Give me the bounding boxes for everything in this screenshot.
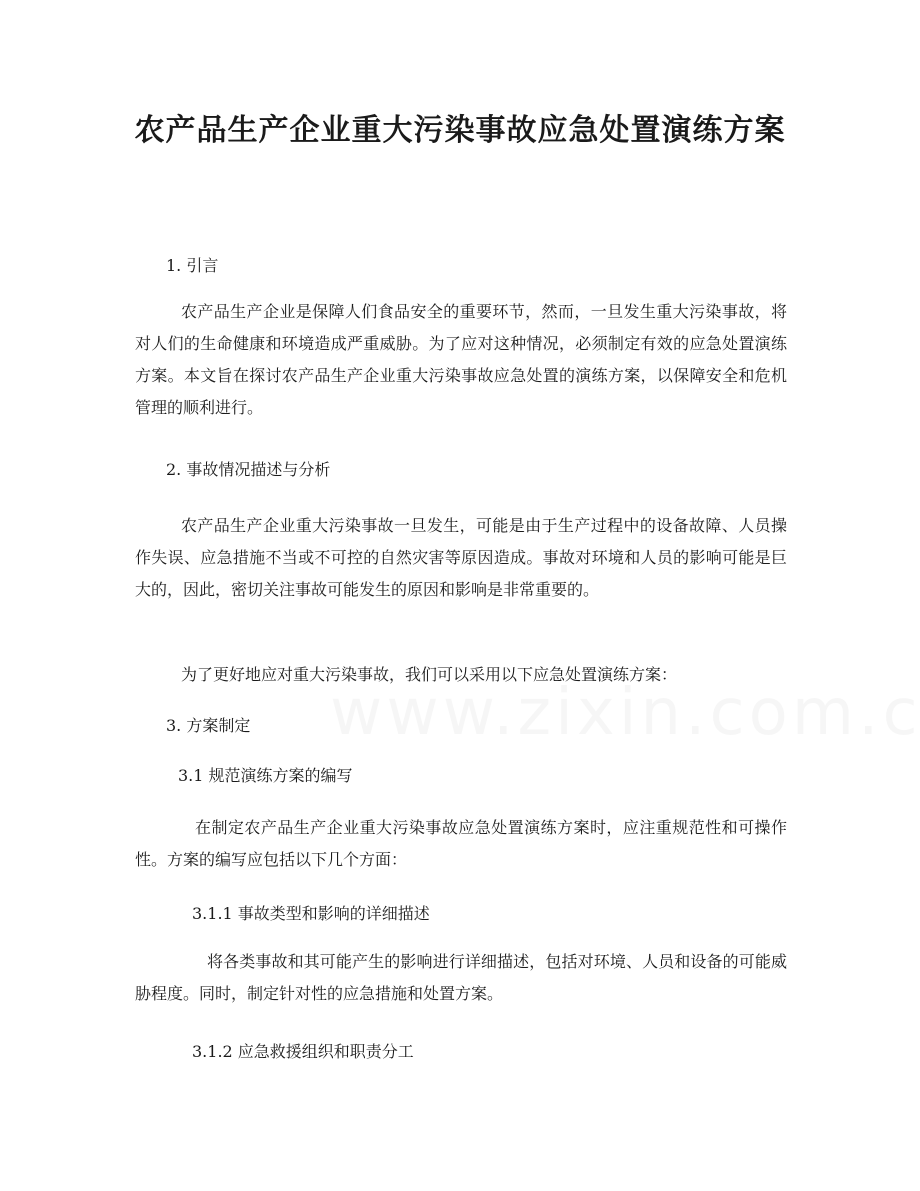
document-title: 农产品生产企业重大污染事故应急处置演练方案: [134, 113, 786, 148]
section-3-1-heading: 3.1 规范演练方案的编写: [178, 766, 353, 785]
section-1-paragraph: 农产品生产企业是保障人们食品安全的重要环节，然而，一旦发生重大污染事故，将对人们的生命健康和环境造成严重威胁。为了应对这种情况，必须制定有效的应急处置演练方案。本文旨在探讨农产品生产企业重大污染事故应急处置的演练方案，以保障安全和危机管理的顺利进行。: [135, 302, 787, 417]
section-3-heading: 3. 方案制定: [166, 716, 251, 735]
section-2-heading: 2. 事故情况描述与分析: [166, 460, 331, 479]
section-3-1-1-heading: 3.1.1 事故类型和影响的详细描述: [192, 904, 430, 923]
section-3-1-2-heading: 3.1.2 应急救援组织和职责分工: [192, 1042, 414, 1061]
section-1-heading: 1. 引言: [166, 256, 219, 275]
section-3-1-1-paragraph: 将各类事故和其可能产生的影响进行详细描述，包括对环境、人员和设备的可能威胁程度。同时，制定针对性的应急措施和处置方案。: [135, 952, 787, 1003]
section-2-paragraph-1: 农产品生产企业重大污染事故一旦发生，可能是由于生产过程中的设备故障、人员操作失误、应急措施不当或不可控的自然灾害等原因造成。事故对环境和人员的影响可能是巨大的，因此，密切关注事故可能发生的原因和影响是非常重要的。: [135, 516, 787, 599]
section-2-paragraph-2: 为了更好地应对重大污染事故，我们可以采用以下应急处置演练方案：: [181, 665, 678, 684]
section-3-1-paragraph: 在制定农产品生产企业重大污染事故应急处置演练方案时，应注重规范性和可操作性。方案的编写应包括以下几个方面：: [135, 818, 787, 869]
